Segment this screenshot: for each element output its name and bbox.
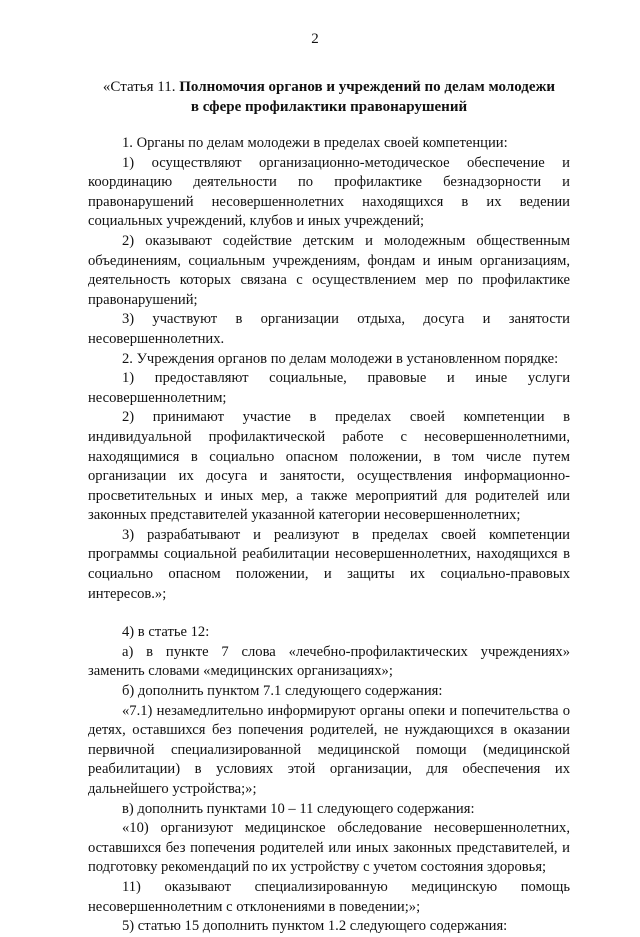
paragraph: б) дополнить пунктом 7.1 следующего содержания:	[122, 683, 443, 700]
article-body	[88, 134, 570, 604]
paragraph: 4) в статье 12:	[122, 624, 210, 641]
article-heading-line-1	[88, 78, 570, 98]
page-number: 2	[311, 31, 319, 47]
paragraph: а) в пункте 7 слова «лечебно-профилактических учреждениях» заменить словами «медицинских организациях»;	[88, 643, 570, 680]
paragraph: в) дополнить пунктами 10 – 11 следующего содержания:	[122, 800, 475, 817]
section-spacer	[88, 604, 570, 623]
paragraph: 1) предоставляют социальные, правовые и иные услуги несовершеннолетним;	[88, 370, 570, 406]
paragraph: 5) статью 15 дополнить пунктом 1.2 следующего содержания:	[122, 918, 508, 935]
paragraph: 1) осуществляют организационно-методическое обеспечение и координацию деятельности по профилактике безнадзорности и правонарушений несовершеннолетних находящихся в их ведении социальных учреждений, клубов и иных учреждений;	[88, 154, 570, 230]
article-heading-title-part-2: в сфере профилактики правонарушений	[190, 98, 468, 115]
document-page	[88, 30, 570, 937]
article-heading-prefix: «Статья 11.	[102, 79, 180, 95]
amendments-body	[88, 623, 570, 937]
paragraph: «10) организуют медицинское обследование несовершеннолетних, оставшихся без попечения родителей или иных законных представителей, и подготовку рекомендаций по их устройству с учетом состояния здоровья;	[88, 820, 570, 876]
paragraph: 1. Органы по делам молодежи в пределах своей компетенции:	[122, 135, 508, 151]
paragraph: 3) участвуют в организации отдыха, досуга и занятости несовершеннолетних.	[88, 311, 570, 347]
paragraph: 11) оказывают специализированную медицинскую помощь несовершеннолетним с отклонениями в поведении;»;	[88, 878, 570, 915]
paragraph: 3) разрабатывают и реализуют в пределах своей компетенции программы социальной реабилитации несовершеннолетних, находящихся в социально опасном положении, и защиты их социально-правовых интересов.»;	[88, 526, 570, 602]
paragraph: 2) оказывают содействие детским и молодежным общественным объединениям, социальным учреждениям, фондам и иным организациям, деятельность которых связана с осуществлением мер по профилактике правонарушений;	[88, 232, 570, 308]
paragraph: 2) принимают участие в пределах своей компетенции в индивидуальной профилактической работе с несовершеннолетними, находящимися в социально опасном положении, в том числе путем организации их досуга и занятости, осуществления информационно-просветительных и иных мер, а также мероприятий для родителей или законных представителей указанной категории несовершеннолетних;	[88, 409, 570, 524]
article-heading	[88, 78, 570, 117]
paragraph: «7.1) незамедлительно информируют органы опеки и попечительства о детях, оставшихся без попечения родителей, не нуждающихся в оказании первичной специализированной медицинской помощи (медицинской реабилитации) в условиях этой организации, для обеспечения их дальнейшего устройства;»;	[88, 702, 570, 797]
paragraph: 2. Учреждения органов по делам молодежи в установленном порядке:	[122, 350, 559, 367]
article-heading-title-part-1: Полномочия органов и учреждений по делам молодежи	[179, 79, 556, 95]
